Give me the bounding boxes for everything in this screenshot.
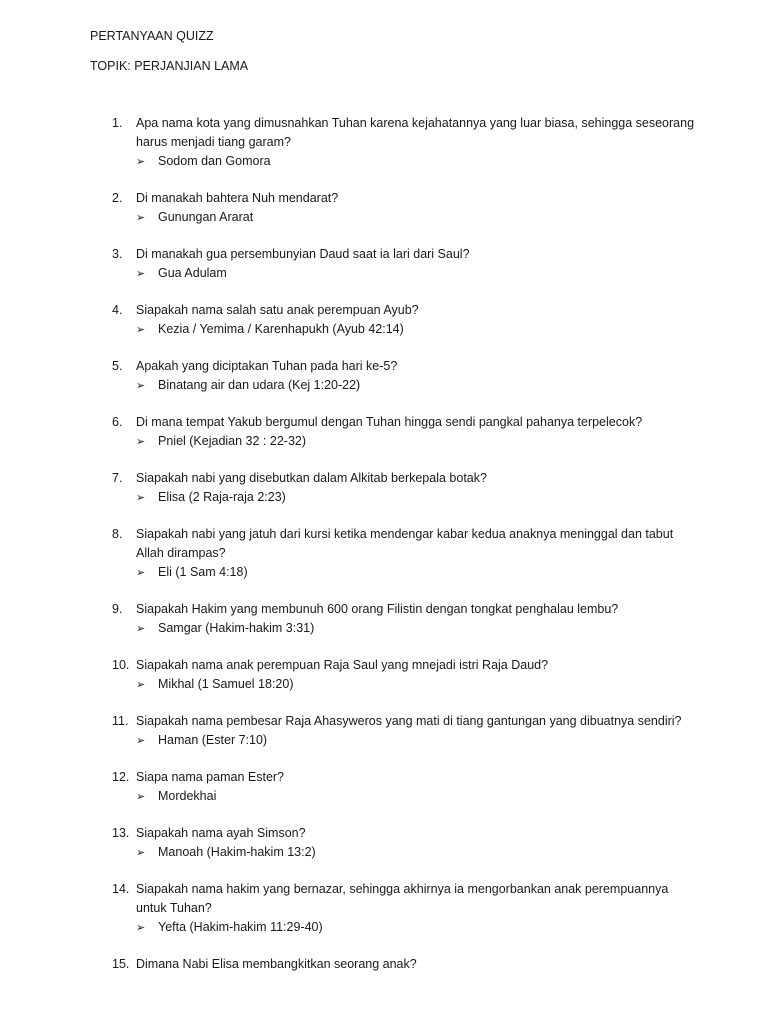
- question-number: 5.: [112, 359, 123, 373]
- question-item: [0, 712, 768, 750]
- arrowhead-bullet-icon: ➢: [136, 678, 146, 691]
- question-number: 7.: [112, 471, 123, 485]
- answer-line: [136, 264, 768, 283]
- arrowhead-bullet-icon: ➢: [136, 846, 146, 859]
- answer-line: [136, 918, 768, 937]
- answer-line: [136, 619, 768, 638]
- question-text: Apakah yang diciptakan Tuhan pada hari ke-5?: [136, 359, 398, 373]
- answer-line: [136, 488, 768, 507]
- answer-text: Samgar (Hakim-hakim 3:31): [158, 621, 315, 635]
- answer-line: [136, 675, 768, 694]
- question-list: [0, 114, 768, 992]
- question-text: Siapakah nama ayah Simson?: [136, 826, 306, 840]
- arrowhead-bullet-icon: ➢: [136, 379, 146, 392]
- arrowhead-bullet-icon: ➢: [136, 323, 146, 336]
- question-number: 11.: [112, 714, 129, 728]
- question-item: [0, 357, 768, 395]
- arrowhead-bullet-icon: ➢: [136, 267, 146, 280]
- answer-line: [136, 843, 768, 862]
- answer-text: Elisa (2 Raja-raja 2:23): [158, 490, 286, 504]
- arrowhead-bullet-icon: ➢: [136, 734, 146, 747]
- question-text: Siapakah nabi yang jatuh dari kursi ketika mendengar kabar kedua anaknya meninggal dan tabut Allah dirampas?: [136, 527, 674, 560]
- question-item: [0, 245, 768, 283]
- question-text: Apa nama kota yang dimusnahkan Tuhan karena kejahatannya yang luar biasa, sehingga seseorang harus menjadi tiang garam?: [136, 116, 695, 149]
- answer-text: Sodom dan Gomora: [158, 154, 271, 168]
- answer-line: [136, 787, 768, 806]
- answer-text: Pniel (Kejadian 32 : 22-32): [158, 434, 307, 448]
- answer-line: [136, 208, 768, 227]
- question-item: [0, 189, 768, 227]
- document-topic: TOPIK: PERJANJIAN LAMA: [90, 59, 249, 73]
- answer-text: Gua Adulam: [158, 266, 227, 280]
- arrowhead-bullet-icon: ➢: [136, 622, 146, 635]
- question-item: [0, 469, 768, 507]
- question-text: Siapakah nabi yang disebutkan dalam Alkitab berkepala botak?: [136, 471, 487, 485]
- question-text: Siapa nama paman Ester?: [136, 770, 285, 784]
- question-item: [0, 656, 768, 694]
- question-item: [0, 413, 768, 451]
- arrowhead-bullet-icon: ➢: [136, 921, 146, 934]
- answer-text: Binatang air dan udara (Kej 1:20-22): [158, 378, 361, 392]
- question-item: [0, 824, 768, 862]
- answer-line: [136, 152, 768, 171]
- question-number: 12.: [112, 770, 130, 784]
- answer-text: Kezia / Yemima / Karenhapukh (Ayub 42:14): [158, 322, 404, 336]
- question-text: Siapakah nama pembesar Raja Ahasyweros yang mati di tiang gantungan yang dibuatnya sendiri?: [136, 714, 682, 728]
- answer-text: Eli (1 Sam 4:18): [158, 565, 248, 579]
- answer-line: [136, 376, 768, 395]
- question-number: 6.: [112, 415, 123, 429]
- answer-text: Yefta (Hakim-hakim 11:29-40): [158, 920, 323, 934]
- arrowhead-bullet-icon: ➢: [136, 566, 146, 579]
- answer-text: Mordekhai: [158, 789, 217, 803]
- question-text: Siapakah Hakim yang membunuh 600 orang Filistin dengan tongkat penghalau lembu?: [136, 602, 619, 616]
- question-number: 8.: [112, 527, 123, 541]
- question-text: Dimana Nabi Elisa membangkitkan seorang anak?: [136, 957, 417, 971]
- document-title: PERTANYAAN QUIZZ: [90, 29, 214, 43]
- answer-line: [136, 731, 768, 750]
- answer-text: Haman (Ester 7:10): [158, 733, 268, 747]
- question-item: [0, 525, 768, 582]
- question-text: Di manakah gua persembunyian Daud saat ia lari dari Saul?: [136, 247, 470, 261]
- question-item: [0, 600, 768, 638]
- question-number: 3.: [112, 247, 123, 261]
- answer-text: Mikhal (1 Samuel 18:20): [158, 677, 294, 691]
- question-text: Di manakah bahtera Nuh mendarat?: [136, 191, 339, 205]
- question-number: 9.: [112, 602, 123, 616]
- question-item: [0, 114, 768, 171]
- question-text: Siapakah nama anak perempuan Raja Saul yang mnejadi istri Raja Daud?: [136, 658, 549, 672]
- question-number: 14.: [112, 882, 130, 896]
- arrowhead-bullet-icon: ➢: [136, 790, 146, 803]
- answer-line: [136, 563, 768, 582]
- question-number: 2.: [112, 191, 123, 205]
- question-number: 13.: [112, 826, 130, 840]
- arrowhead-bullet-icon: ➢: [136, 211, 146, 224]
- question-item: [0, 768, 768, 806]
- answer-line: [136, 320, 768, 339]
- answer-text: Manoah (Hakim-hakim 13:2): [158, 845, 316, 859]
- arrowhead-bullet-icon: ➢: [136, 435, 146, 448]
- arrowhead-bullet-icon: ➢: [136, 155, 146, 168]
- arrowhead-bullet-icon: ➢: [136, 491, 146, 504]
- question-number: 10.: [112, 658, 130, 672]
- question-item: [0, 301, 768, 339]
- question-item: [0, 955, 768, 974]
- question-text: Siapakah nama hakim yang bernazar, sehingga akhirnya ia mengorbankan anak perempuannya untuk Tuhan?: [136, 882, 669, 915]
- question-number: 1.: [112, 116, 123, 130]
- question-item: [0, 880, 768, 937]
- question-text: Di mana tempat Yakub bergumul dengan Tuhan hingga sendi pangkal pahanya terpelecok?: [136, 415, 643, 429]
- question-number: 15.: [112, 957, 130, 971]
- answer-line: [136, 432, 768, 451]
- question-number: 4.: [112, 303, 123, 317]
- answer-text: Gunungan Ararat: [158, 210, 254, 224]
- question-text: Siapakah nama salah satu anak perempuan Ayub?: [136, 303, 419, 317]
